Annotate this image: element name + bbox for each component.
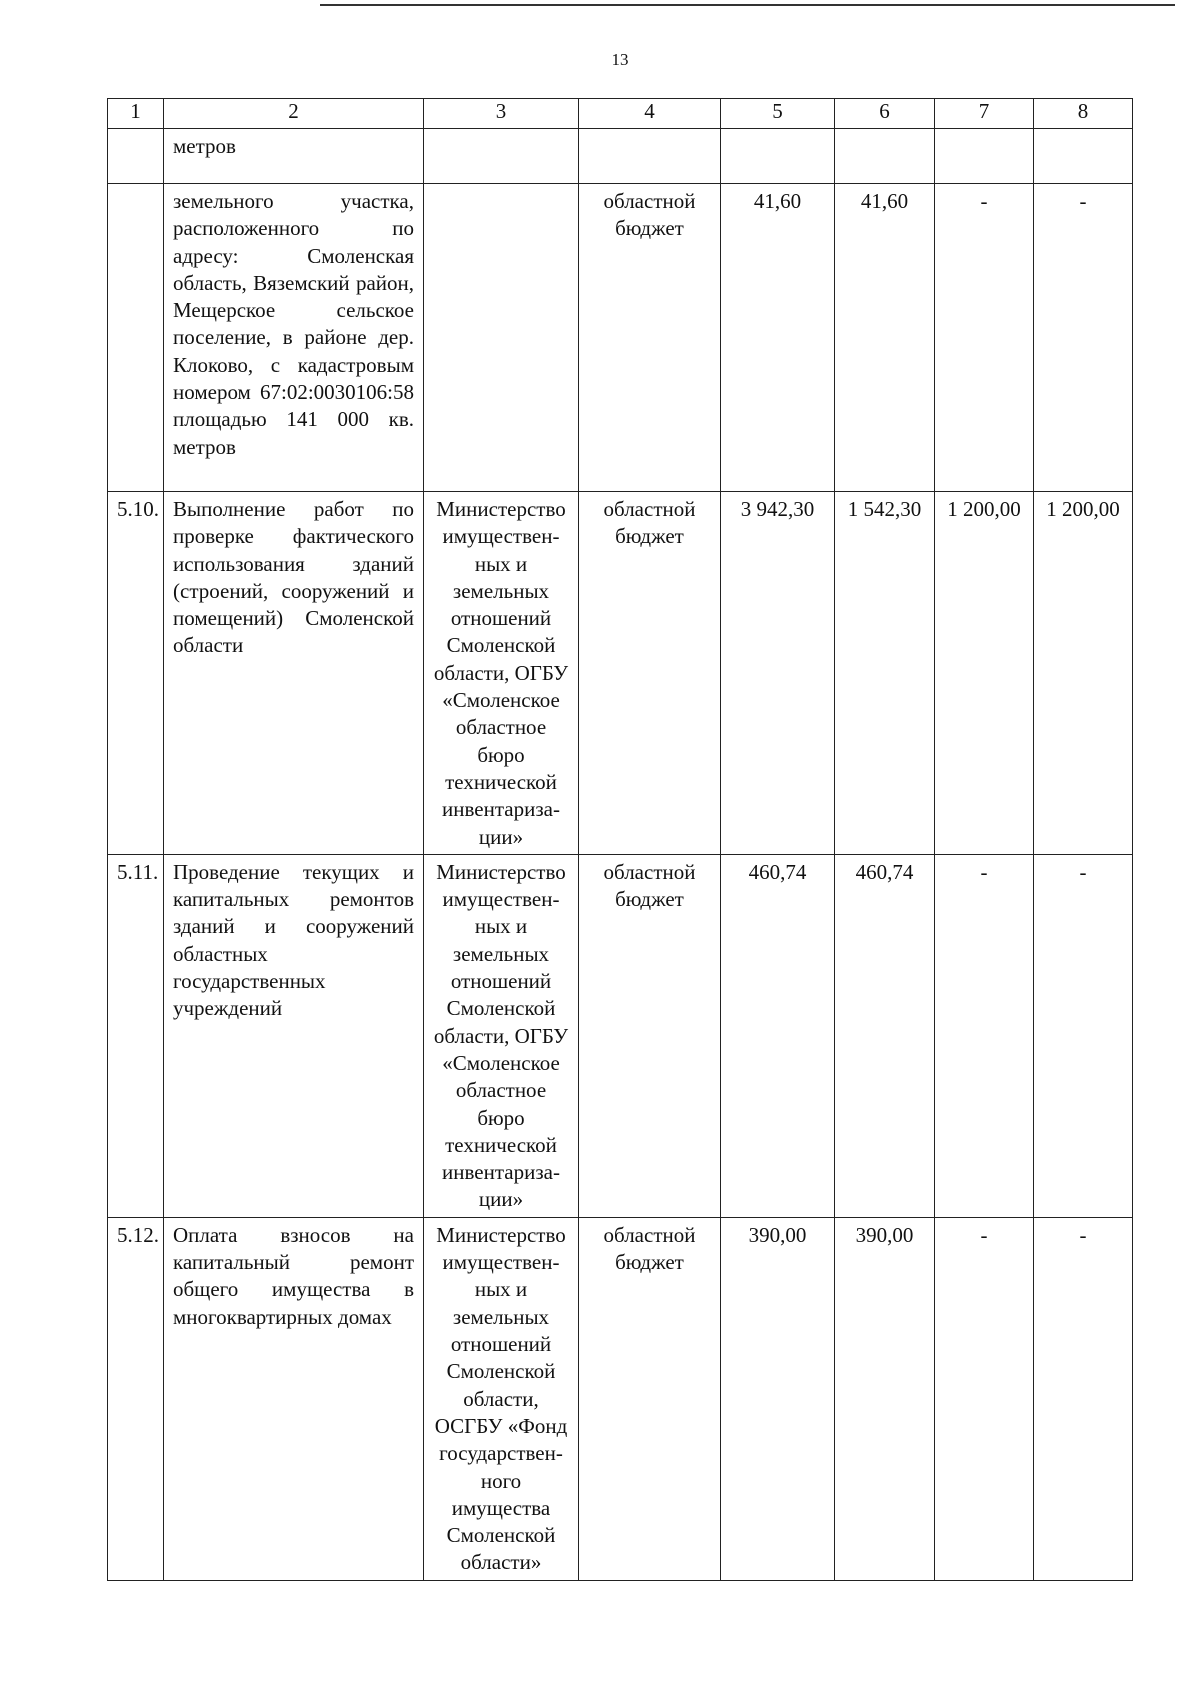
row-executor <box>424 1217 579 1580</box>
row-total: 41,60 <box>721 184 835 492</box>
table-row <box>108 492 1133 855</box>
row-total <box>721 129 835 184</box>
row-year-1: 390,00 <box>835 1217 935 1580</box>
executor-line: ных и <box>474 551 528 576</box>
executor-line: земельных <box>452 941 550 966</box>
row-description: Проведение текущих и капитальных ремонтов зданий и сооружений областных государственных учреждений <box>164 854 424 1217</box>
executor-line: имуществен- <box>442 887 560 912</box>
table-row <box>108 129 1133 184</box>
budget-table <box>107 98 1133 1581</box>
executor-line: ных и <box>474 1277 528 1302</box>
row-description: Оплата взносов на капитальный ремонт общего имущества в многоквартирных домах <box>164 1217 424 1580</box>
row-year-3: 1 200,00 <box>1034 492 1133 855</box>
row-description: метров <box>164 129 424 184</box>
col-header-6: 6 <box>835 99 935 129</box>
row-description: земельного участка, расположенного по адресу: Смоленская область, Вяземский район, Мещерское сельское поселение, в районе дер. Клоково, с кадастровым номером 67:02:0030106:58 площадью 141 000 кв. метров <box>164 184 424 492</box>
executor-line: ного <box>480 1468 522 1493</box>
executor-line: бюро <box>477 1105 525 1130</box>
row-number <box>108 184 164 492</box>
table-row <box>108 854 1133 1217</box>
col-header-7: 7 <box>935 99 1034 129</box>
row-executor <box>424 492 579 855</box>
executor-line: инвентариза- <box>442 1160 560 1185</box>
executor-line: областное <box>455 715 547 740</box>
executor-line: технической <box>445 1132 557 1157</box>
row-executor <box>424 854 579 1217</box>
row-year-3: - <box>1034 854 1133 1217</box>
executor-line: «Смоленское <box>442 688 560 713</box>
row-year-2: 1 200,00 <box>935 492 1034 855</box>
row-funding-source: областной бюджет <box>579 492 721 855</box>
executor-line: ции» <box>478 1187 524 1212</box>
page-number: 13 <box>611 50 629 69</box>
col-header-4: 4 <box>579 99 721 129</box>
row-year-2: - <box>935 854 1034 1217</box>
row-total: 390,00 <box>721 1217 835 1580</box>
executor-line: Смоленской <box>446 1523 556 1548</box>
row-year-2: - <box>935 1217 1034 1580</box>
col-header-3: 3 <box>424 99 579 129</box>
row-year-1: 1 542,30 <box>835 492 935 855</box>
executor-line: инвентариза- <box>442 797 560 822</box>
row-year-1: 41,60 <box>835 184 935 492</box>
row-number: 5.11. <box>108 854 164 1217</box>
executor-line: области» <box>460 1550 542 1575</box>
col-header-1: 1 <box>108 99 164 129</box>
executor-line: области, <box>463 1386 539 1411</box>
row-total: 3 942,30 <box>721 492 835 855</box>
executor-line: отношений <box>450 1332 552 1357</box>
executor-line: отношений <box>450 606 552 631</box>
row-funding-source <box>579 129 721 184</box>
executor-line: ОСГБУ «Фонд <box>434 1413 568 1438</box>
row-year-1: 460,74 <box>835 854 935 1217</box>
table-row <box>108 1217 1133 1580</box>
executor-line: ции» <box>478 824 524 849</box>
executor-line: бюро <box>477 742 525 767</box>
executor-line: имуществен- <box>442 1250 560 1275</box>
row-number: 5.12. <box>108 1217 164 1580</box>
executor-line: Министерство <box>436 497 566 521</box>
executor-line: земельных <box>452 1304 550 1329</box>
row-year-3: - <box>1034 184 1133 492</box>
executor-line: «Смоленское <box>442 1050 560 1075</box>
row-total: 460,74 <box>721 854 835 1217</box>
column-number-row <box>108 99 1133 129</box>
row-year-2 <box>935 129 1034 184</box>
executor-line: государствен- <box>439 1441 563 1466</box>
executor-line: Смоленской <box>446 633 556 658</box>
row-number: 5.10. <box>108 492 164 855</box>
executor-line: областное <box>455 1078 547 1103</box>
executor-line: отношений <box>450 969 552 994</box>
executor-line: Министерство <box>436 859 566 884</box>
table-row <box>108 184 1133 492</box>
executor-line: технической <box>445 769 557 794</box>
top-rule <box>320 4 1175 6</box>
row-number <box>108 129 164 184</box>
row-executor <box>424 129 579 184</box>
row-year-1 <box>835 129 935 184</box>
executor-line: Смоленской <box>446 1359 556 1384</box>
row-year-3 <box>1034 129 1133 184</box>
executor-line: ных и <box>474 914 528 939</box>
col-header-5: 5 <box>721 99 835 129</box>
executor-line: области, ОГБУ <box>433 660 569 685</box>
row-funding-source: областной бюджет <box>579 184 721 492</box>
row-year-2: - <box>935 184 1034 492</box>
col-header-2: 2 <box>164 99 424 129</box>
row-year-3: - <box>1034 1217 1133 1580</box>
row-executor <box>424 184 579 492</box>
col-header-8: 8 <box>1034 99 1133 129</box>
executor-line: имущества <box>451 1495 551 1520</box>
row-description: Выполнение работ по проверке фактического использования зданий (строений, сооружений и помещений) Смоленской области <box>164 492 424 855</box>
executor-line: земельных <box>452 578 550 603</box>
executor-line: Смоленской <box>446 996 556 1021</box>
executor-line: области, ОГБУ <box>433 1023 569 1048</box>
row-funding-source: областной бюджет <box>579 854 721 1217</box>
executor-line: Министерство <box>436 1222 566 1247</box>
row-funding-source: областной бюджет <box>579 1217 721 1580</box>
executor-line: имуществен- <box>442 524 560 549</box>
